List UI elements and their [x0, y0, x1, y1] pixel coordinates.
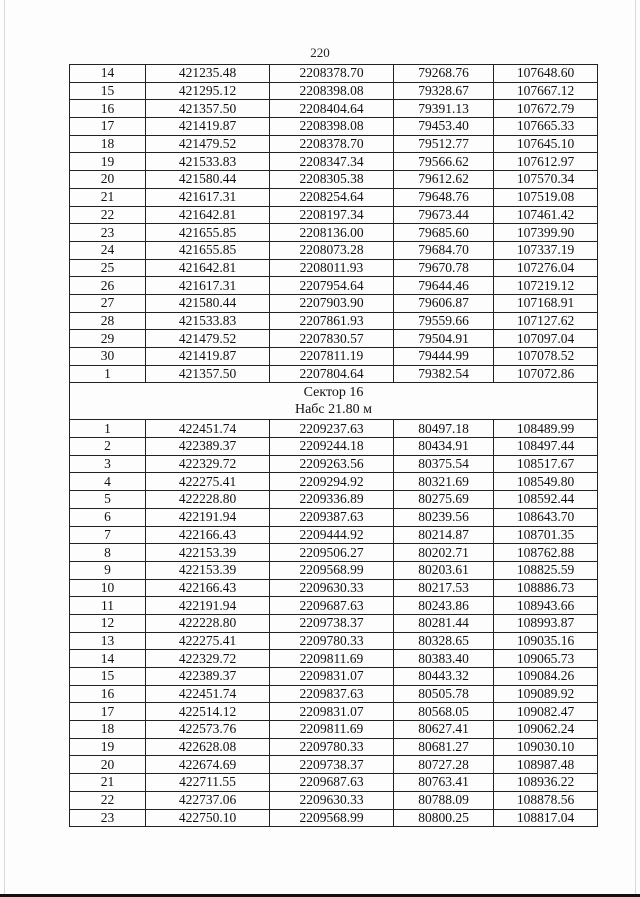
point-number-cell: 21: [70, 774, 146, 792]
x-local-cell: 79673.44: [394, 206, 494, 224]
y-coordinate-cell: 2209738.37: [270, 756, 394, 774]
y-local-cell: 109082.47: [494, 703, 598, 721]
table-row: [70, 206, 598, 224]
point-number-cell: 19: [70, 153, 146, 171]
y-local-cell: 107645.10: [494, 135, 598, 153]
table-body-top: [70, 65, 598, 383]
x-coordinate-cell: 422514.12: [146, 703, 270, 721]
y-local-cell: 107078.52: [494, 348, 598, 366]
point-number-cell: 15: [70, 668, 146, 686]
x-local-cell: 79512.77: [394, 135, 494, 153]
y-local-cell: 109084.26: [494, 668, 598, 686]
x-coordinate-cell: 422191.94: [146, 597, 270, 615]
x-local-cell: 79566.62: [394, 153, 494, 171]
point-number-cell: 22: [70, 791, 146, 809]
x-coordinate-cell: 421419.87: [146, 118, 270, 136]
point-number-cell: 18: [70, 135, 146, 153]
y-coordinate-cell: 2207861.93: [270, 312, 394, 330]
y-local-cell: 109089.92: [494, 685, 598, 703]
y-local-cell: 107672.79: [494, 100, 598, 118]
y-coordinate-cell: 2209831.07: [270, 668, 394, 686]
table-row: [70, 491, 598, 509]
x-local-cell: 79685.60: [394, 224, 494, 242]
section-title: Сектор 16: [303, 385, 364, 401]
x-local-cell: 80497.18: [394, 420, 494, 438]
x-coordinate-cell: 421617.31: [146, 188, 270, 206]
table-row: [70, 774, 598, 792]
y-coordinate-cell: 2209237.63: [270, 420, 394, 438]
point-number-cell: 14: [70, 650, 146, 668]
x-coordinate-cell: 421357.50: [146, 100, 270, 118]
table-row: [70, 330, 598, 348]
x-coordinate-cell: 422451.74: [146, 685, 270, 703]
x-local-cell: 80202.71: [394, 544, 494, 562]
y-local-cell: 108762.88: [494, 544, 598, 562]
y-local-cell: 108886.73: [494, 579, 598, 597]
table-row: [70, 738, 598, 756]
y-local-cell: 108825.59: [494, 561, 598, 579]
x-local-cell: 79612.62: [394, 171, 494, 189]
point-number-cell: 21: [70, 188, 146, 206]
x-local-cell: 80681.27: [394, 738, 494, 756]
point-number-cell: 19: [70, 738, 146, 756]
x-coordinate-cell: 421642.81: [146, 259, 270, 277]
table-row: [70, 188, 598, 206]
table-row: [70, 579, 598, 597]
point-number-cell: 23: [70, 809, 146, 827]
y-local-cell: 107168.91: [494, 294, 598, 312]
x-coordinate-cell: 422191.94: [146, 508, 270, 526]
y-local-cell: 107665.33: [494, 118, 598, 136]
y-coordinate-cell: 2209336.89: [270, 491, 394, 509]
x-local-cell: 79328.67: [394, 82, 494, 100]
table-row: [70, 685, 598, 703]
x-local-cell: 80763.41: [394, 774, 494, 792]
x-local-cell: 80443.32: [394, 668, 494, 686]
y-coordinate-cell: 2209811.69: [270, 650, 394, 668]
table-row: [70, 277, 598, 295]
x-local-cell: 80800.25: [394, 809, 494, 827]
y-local-cell: 108987.48: [494, 756, 598, 774]
table-row: [70, 224, 598, 242]
y-coordinate-cell: 2208378.70: [270, 135, 394, 153]
y-local-cell: 107667.12: [494, 82, 598, 100]
y-coordinate-cell: 2209444.92: [270, 526, 394, 544]
table-row: [70, 365, 598, 383]
x-coordinate-cell: 422329.72: [146, 650, 270, 668]
table-row: [70, 259, 598, 277]
point-number-cell: 30: [70, 348, 146, 366]
x-coordinate-cell: 422329.72: [146, 455, 270, 473]
x-local-cell: 79444.99: [394, 348, 494, 366]
y-local-cell: 108489.99: [494, 420, 598, 438]
y-coordinate-cell: 2209837.63: [270, 685, 394, 703]
table-row: [70, 312, 598, 330]
point-number-cell: 23: [70, 224, 146, 242]
table-row: [70, 473, 598, 491]
table-row: [70, 614, 598, 632]
y-local-cell: 107519.08: [494, 188, 598, 206]
x-coordinate-cell: 421617.31: [146, 277, 270, 295]
table-row: [70, 420, 598, 438]
x-coordinate-cell: 421533.83: [146, 312, 270, 330]
x-coordinate-cell: 422750.10: [146, 809, 270, 827]
point-number-cell: 24: [70, 241, 146, 259]
x-local-cell: 80214.87: [394, 526, 494, 544]
y-local-cell: 108817.04: [494, 809, 598, 827]
y-coordinate-cell: 2208305.38: [270, 171, 394, 189]
x-local-cell: 79559.66: [394, 312, 494, 330]
x-local-cell: 80788.09: [394, 791, 494, 809]
x-local-cell: 79268.76: [394, 65, 494, 83]
point-number-cell: 16: [70, 685, 146, 703]
x-local-cell: 79504.91: [394, 330, 494, 348]
table-row: [70, 597, 598, 615]
point-number-cell: 18: [70, 721, 146, 739]
table-row: [70, 100, 598, 118]
y-local-cell: 109065.73: [494, 650, 598, 668]
point-number-cell: 1: [70, 420, 146, 438]
point-number-cell: 26: [70, 277, 146, 295]
x-local-cell: 80434.91: [394, 438, 494, 456]
x-coordinate-cell: 421642.81: [146, 206, 270, 224]
x-coordinate-cell: 421655.85: [146, 224, 270, 242]
x-local-cell: 79684.70: [394, 241, 494, 259]
point-number-cell: 12: [70, 614, 146, 632]
x-coordinate-cell: 422737.06: [146, 791, 270, 809]
point-number-cell: 3: [70, 455, 146, 473]
x-local-cell: 79670.78: [394, 259, 494, 277]
table-row: [70, 294, 598, 312]
point-number-cell: 15: [70, 82, 146, 100]
table-row: [70, 791, 598, 809]
y-coordinate-cell: 2209831.07: [270, 703, 394, 721]
y-coordinate-cell: 2207954.64: [270, 277, 394, 295]
x-local-cell: 80505.78: [394, 685, 494, 703]
y-coordinate-cell: 2209630.33: [270, 791, 394, 809]
x-coordinate-cell: 422628.08: [146, 738, 270, 756]
section-header: [70, 383, 598, 420]
table-row: [70, 118, 598, 136]
x-coordinate-cell: 422674.69: [146, 756, 270, 774]
point-number-cell: 11: [70, 597, 146, 615]
y-local-cell: 107072.86: [494, 365, 598, 383]
point-number-cell: 17: [70, 703, 146, 721]
x-coordinate-cell: 422153.39: [146, 544, 270, 562]
table-row: [70, 650, 598, 668]
point-number-cell: 17: [70, 118, 146, 136]
x-coordinate-cell: 422166.43: [146, 526, 270, 544]
y-local-cell: 108936.22: [494, 774, 598, 792]
table-row: [70, 241, 598, 259]
y-local-cell: 108643.70: [494, 508, 598, 526]
point-number-cell: 16: [70, 100, 146, 118]
x-local-cell: 80375.54: [394, 455, 494, 473]
y-coordinate-cell: 2209687.63: [270, 774, 394, 792]
x-coordinate-cell: 422275.41: [146, 473, 270, 491]
x-coordinate-cell: 421235.48: [146, 65, 270, 83]
point-number-cell: 13: [70, 632, 146, 650]
y-local-cell: 108592.44: [494, 491, 598, 509]
x-local-cell: 80281.44: [394, 614, 494, 632]
table-row: [70, 171, 598, 189]
table-row: [70, 561, 598, 579]
y-local-cell: 108497.44: [494, 438, 598, 456]
y-coordinate-cell: 2209244.18: [270, 438, 394, 456]
page-number: 220: [310, 45, 330, 60]
y-coordinate-cell: 2209780.33: [270, 632, 394, 650]
x-coordinate-cell: 421295.12: [146, 82, 270, 100]
y-local-cell: 107612.97: [494, 153, 598, 171]
x-coordinate-cell: 421479.52: [146, 330, 270, 348]
point-number-cell: 20: [70, 171, 146, 189]
table-row: [70, 65, 598, 83]
y-coordinate-cell: 2208073.28: [270, 241, 394, 259]
point-number-cell: 8: [70, 544, 146, 562]
table-row: [70, 544, 598, 562]
coordinates-table: [69, 64, 598, 827]
y-coordinate-cell: 2208011.93: [270, 259, 394, 277]
y-coordinate-cell: 2208197.34: [270, 206, 394, 224]
x-local-cell: 80239.56: [394, 508, 494, 526]
point-number-cell: 22: [70, 206, 146, 224]
y-coordinate-cell: 2209387.63: [270, 508, 394, 526]
table-row: [70, 721, 598, 739]
point-number-cell: 7: [70, 526, 146, 544]
point-number-cell: 10: [70, 579, 146, 597]
x-coordinate-cell: 422389.37: [146, 438, 270, 456]
y-coordinate-cell: 2209568.99: [270, 561, 394, 579]
y-local-cell: 108943.66: [494, 597, 598, 615]
x-coordinate-cell: 422228.80: [146, 614, 270, 632]
point-number-cell: 5: [70, 491, 146, 509]
y-local-cell: 109035.16: [494, 632, 598, 650]
table-row: [70, 348, 598, 366]
x-local-cell: 80217.53: [394, 579, 494, 597]
y-local-cell: 108878.56: [494, 791, 598, 809]
table-row: [70, 809, 598, 827]
section-header-cell: [70, 383, 598, 420]
x-local-cell: 80627.41: [394, 721, 494, 739]
point-number-cell: 20: [70, 756, 146, 774]
y-local-cell: 107276.04: [494, 259, 598, 277]
section-subtitle: Набс 21.80 м: [294, 402, 373, 418]
point-number-cell: 9: [70, 561, 146, 579]
y-coordinate-cell: 2208398.08: [270, 118, 394, 136]
x-coordinate-cell: 422573.76: [146, 721, 270, 739]
y-coordinate-cell: 2207830.57: [270, 330, 394, 348]
x-coordinate-cell: 422166.43: [146, 579, 270, 597]
y-local-cell: 107219.12: [494, 277, 598, 295]
x-coordinate-cell: 422153.39: [146, 561, 270, 579]
point-number-cell: 29: [70, 330, 146, 348]
x-coordinate-cell: 421533.83: [146, 153, 270, 171]
x-local-cell: 80328.65: [394, 632, 494, 650]
table-row: [70, 526, 598, 544]
x-local-cell: 80568.05: [394, 703, 494, 721]
x-local-cell: 80727.28: [394, 756, 494, 774]
x-local-cell: 80243.86: [394, 597, 494, 615]
point-number-cell: 25: [70, 259, 146, 277]
point-number-cell: 4: [70, 473, 146, 491]
x-local-cell: 79382.54: [394, 365, 494, 383]
table-row: [70, 82, 598, 100]
y-coordinate-cell: 2207804.64: [270, 365, 394, 383]
x-coordinate-cell: 421580.44: [146, 171, 270, 189]
table-row: [70, 756, 598, 774]
y-coordinate-cell: 2208398.08: [270, 82, 394, 100]
y-local-cell: 108993.87: [494, 614, 598, 632]
table-row: [70, 668, 598, 686]
x-coordinate-cell: 421479.52: [146, 135, 270, 153]
x-local-cell: 80321.69: [394, 473, 494, 491]
y-local-cell: 107648.60: [494, 65, 598, 83]
x-coordinate-cell: 421655.85: [146, 241, 270, 259]
y-coordinate-cell: 2209811.69: [270, 721, 394, 739]
y-coordinate-cell: 2208136.00: [270, 224, 394, 242]
y-local-cell: 107337.19: [494, 241, 598, 259]
section-header-row: [70, 383, 598, 420]
x-local-cell: 80383.40: [394, 650, 494, 668]
x-coordinate-cell: 422451.74: [146, 420, 270, 438]
y-local-cell: 109030.10: [494, 738, 598, 756]
y-coordinate-cell: 2209294.92: [270, 473, 394, 491]
point-number-cell: 27: [70, 294, 146, 312]
point-number-cell: 2: [70, 438, 146, 456]
table-row: [70, 632, 598, 650]
y-local-cell: 107461.42: [494, 206, 598, 224]
point-number-cell: 14: [70, 65, 146, 83]
table-row: [70, 135, 598, 153]
x-coordinate-cell: 421580.44: [146, 294, 270, 312]
table-row: [70, 455, 598, 473]
y-local-cell: 107097.04: [494, 330, 598, 348]
y-coordinate-cell: 2209506.27: [270, 544, 394, 562]
x-local-cell: 79391.13: [394, 100, 494, 118]
y-local-cell: 107127.62: [494, 312, 598, 330]
y-coordinate-cell: 2209568.99: [270, 809, 394, 827]
y-local-cell: 107399.90: [494, 224, 598, 242]
y-coordinate-cell: 2208404.64: [270, 100, 394, 118]
y-local-cell: 109062.24: [494, 721, 598, 739]
y-coordinate-cell: 2209630.33: [270, 579, 394, 597]
y-coordinate-cell: 2209780.33: [270, 738, 394, 756]
point-number-cell: 6: [70, 508, 146, 526]
table-row: [70, 508, 598, 526]
y-coordinate-cell: 2208254.64: [270, 188, 394, 206]
x-coordinate-cell: 421419.87: [146, 348, 270, 366]
table-row: [70, 703, 598, 721]
y-coordinate-cell: 2209687.63: [270, 597, 394, 615]
y-coordinate-cell: 2208347.34: [270, 153, 394, 171]
table-body-bottom: [70, 420, 598, 827]
x-coordinate-cell: 422711.55: [146, 774, 270, 792]
y-coordinate-cell: 2207903.90: [270, 294, 394, 312]
y-coordinate-cell: 2208378.70: [270, 65, 394, 83]
y-local-cell: 108517.67: [494, 455, 598, 473]
x-coordinate-cell: 422389.37: [146, 668, 270, 686]
y-local-cell: 108549.80: [494, 473, 598, 491]
x-local-cell: 79648.76: [394, 188, 494, 206]
y-coordinate-cell: 2207811.19: [270, 348, 394, 366]
x-local-cell: 79644.46: [394, 277, 494, 295]
table-row: [70, 438, 598, 456]
point-number-cell: 28: [70, 312, 146, 330]
y-local-cell: 108701.35: [494, 526, 598, 544]
x-coordinate-cell: 422275.41: [146, 632, 270, 650]
y-coordinate-cell: 2209263.56: [270, 455, 394, 473]
x-local-cell: 79453.40: [394, 118, 494, 136]
x-local-cell: 80203.61: [394, 561, 494, 579]
y-coordinate-cell: 2209738.37: [270, 614, 394, 632]
table-row: [70, 153, 598, 171]
y-local-cell: 107570.34: [494, 171, 598, 189]
x-local-cell: 79606.87: [394, 294, 494, 312]
x-local-cell: 80275.69: [394, 491, 494, 509]
x-coordinate-cell: 421357.50: [146, 365, 270, 383]
point-number-cell: 1: [70, 365, 146, 383]
x-coordinate-cell: 422228.80: [146, 491, 270, 509]
